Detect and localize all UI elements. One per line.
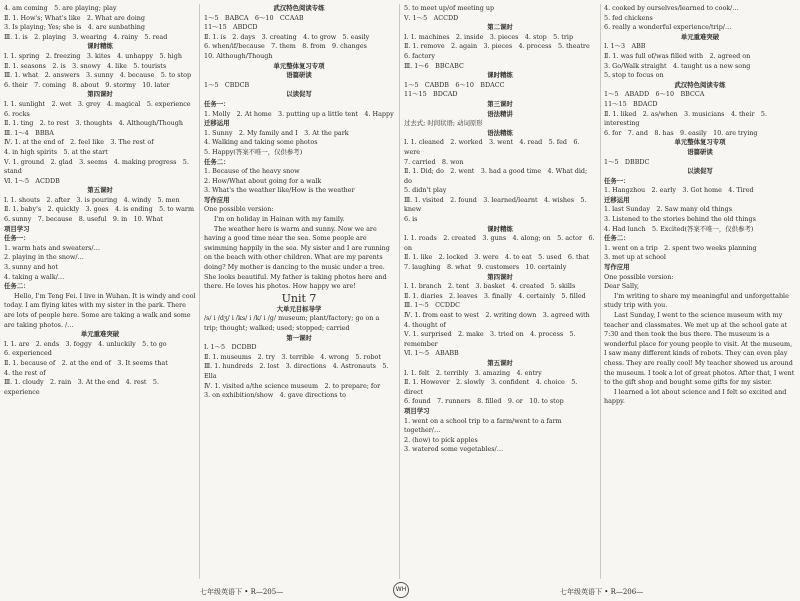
answer-line: 1. Hangzhou 2. early 3. Got home 4. Tired — [604, 186, 754, 195]
answer-line: 2. How/What about going for a walk — [204, 176, 322, 185]
answer-line: 5. to meet up/of meeting up — [404, 4, 495, 12]
subsection-heading: 语篇研读 — [687, 147, 713, 156]
subsection-heading: 语法精讲 — [487, 109, 513, 118]
answer-line: Ⅳ. 1. visited a/the science museum 2. to prepare; for — [204, 381, 381, 390]
answer-line: Ⅰ. 1. sunlight 2. wet 3. grey 4. magical 5. experience — [4, 99, 191, 108]
answer-line: 1. Sunny 2. My family and I 3. At the park — [204, 128, 349, 137]
answer-line: Ⅲ. 1. visited 2. found 3. learned/learnt 4. wishes 5. knew — [404, 195, 587, 214]
answer-line: 3. Is playing; Yes; she is 4. are sunbathing — [4, 23, 145, 32]
answer-line: 3. sunny and hot — [4, 263, 58, 272]
subsection-heading: 以读促写 — [286, 90, 312, 99]
answer-line: Ⅲ. 1. hundreds 2. lost 3. directions 4. Astronauts 5. Ella — [204, 362, 389, 380]
answer-line: 3. Go/Walk straight 4. taught us a new song — [604, 61, 751, 70]
subsection-heading: 以读促写 — [687, 167, 713, 176]
section-heading: 第五课时 — [87, 186, 113, 195]
answer-line: 1～5 ABADD 6～10 BBCCA — [604, 90, 705, 99]
answer-line: Ⅲ. 1. cloudy 2. rain 3. At the end 4. rest 5. experience — [4, 378, 159, 396]
answer-line: 1. Because of the heavy snow — [204, 167, 300, 176]
section-heading: 第五课时 — [487, 358, 513, 367]
answer-line: Ⅲ. 1. what 2. answers 3. sunny 4. because 5. to stop — [4, 71, 192, 80]
answer-line: 1. Molly 2. At home 3. putting up a little tent 4. Happy — [204, 109, 394, 118]
answer-line: 1～5 CBDCB — [204, 80, 250, 89]
unit-title: Unit 7 — [281, 291, 317, 305]
section-heading: 第四课时 — [487, 272, 513, 281]
answer-line: 5. didn't play — [404, 186, 447, 195]
answer-line: Ⅱ. 1. like 2. locked 3. were 4. to eat 5. used 6. that — [404, 253, 590, 262]
answer-line: 10. Although/Though — [204, 51, 273, 60]
essay-paragraph: I'm writing to share my meaningful and unforgettable study trip with you. — [604, 291, 789, 310]
answer-line: Ⅰ. 1～3 ABB — [604, 42, 646, 51]
answer-line: 11～15 BDCAD — [404, 90, 458, 99]
column-divider — [600, 4, 601, 579]
answer-line: Ⅲ. 1～4 BBBA — [4, 128, 54, 137]
answer-line: 7. carried 8. won — [404, 157, 464, 166]
section-heading: 单元整体复习专项 — [674, 138, 726, 147]
task-label: 写作应用 — [204, 195, 230, 204]
page-footer-right: 七年级英语下 • R—206— — [560, 588, 644, 596]
column-divider — [199, 4, 200, 579]
answer-line: Ⅰ. 1. machines 2. inside 3. pieces 4. stop 5. trip — [404, 32, 574, 41]
answer-line: 4. am coming 5. are playing; play — [4, 4, 117, 12]
answer-line: Ⅲ. 1～5 CCDDC — [404, 301, 461, 310]
answer-line: Ⅳ. 1. from east to west 2. writing down 3. agreed with — [404, 311, 590, 319]
answer-line: Ⅲ. 1～6 BBCABC — [404, 61, 464, 70]
answer-line: Ⅵ. 1～5 ACDDB — [4, 176, 60, 185]
answer-line: 1. went on a school trip to a farm/went to a farm together/… — [404, 416, 562, 435]
answer-line: Ⅱ. 1. because of 2. at the end of 3. It seems that — [4, 358, 168, 367]
answer-line: Ⅱ. 1. Did; do 2. went 3. had a good time 4. What did; do — [404, 167, 588, 185]
task-label: 项目学习 — [404, 406, 430, 415]
page-footer-left: 七年级英语下 • R—205— — [200, 588, 284, 596]
answer-line: Ⅴ. 1. surprised 2. make 3. tried on 4. process 5. remember — [404, 330, 576, 348]
answer-line: Ⅳ. 1. at the end of 2. feel like 3. The rest of — [4, 138, 154, 147]
column-2 — [204, 4, 394, 579]
section-heading: 单元重难突破 — [680, 32, 720, 41]
answer-line: 4. thought of — [404, 320, 446, 329]
answer-line: One possible version: — [604, 272, 674, 281]
answer-line: 6. rocks — [4, 109, 30, 118]
answer-line: 11～15 ABDCD — [204, 23, 258, 32]
answer-line: 6. experienced — [4, 349, 52, 358]
subsection-heading: 课时精练 — [487, 71, 513, 80]
answer-line: 6. really a wonderful experience/trip/… — [604, 23, 732, 32]
answer-line: Ⅰ. 1～5 DCDBD — [204, 343, 257, 352]
answer-line: /s/ i /dʒ/ i /ks/ i /k/ i /g/ museum; plant/factory; go on a trip; thought; walked; used; stopped; carried — [204, 314, 380, 332]
answer-line: 3. What's the weather like/How is the weather — [204, 186, 355, 195]
answer-line: Ⅱ. 1. However 2. slowly 3. confident 4. choice 5. direct — [404, 378, 578, 396]
answer-line: 1. went on a trip 2. spent two weeks planning — [604, 243, 757, 252]
task-label: 项目学习 — [4, 224, 30, 233]
answer-line: 1～5 DBBDC — [604, 157, 650, 166]
section-heading: 武汉特色阅读专练 — [273, 4, 325, 12]
column-3 — [404, 4, 596, 579]
answer-line: Ⅰ. 1. cleaned 2. worked 3. went 4. read 5. fed 6. were — [404, 138, 580, 156]
essay-paragraph: Last Sunday, I went to the science museum with my teacher and classmates. We met up at the school gate at 7:30 and then took the bus there. The museum is a wonderful place for young people to visit. At the museum, I saw many different kinds of robots. They can even play chess. They are really cool! My teacher showed us around the museum. I took a lot of great photos. After that, I went to the gift shop and bought some gifts for my sister. — [604, 311, 795, 387]
section-heading: 单元重难突破 — [80, 330, 120, 339]
subsection-heading: 语法精练 — [487, 128, 513, 137]
answer-line: Dear Sally, — [604, 282, 639, 291]
answer-line: Ⅰ. 1. branch 2. tent 3. basket 4. created 5. skills — [404, 282, 576, 291]
answer-line: 1～5 CABDB 6～10 BDACC — [404, 80, 505, 89]
subsection-heading: 语篇研读 — [286, 71, 312, 80]
answer-line: 2. (how) to pick apples — [404, 435, 478, 444]
answer-line: Ⅵ. 1～5 ABABB — [404, 349, 459, 358]
answer-line: 6. for 7. and 8. has 9. easily 10. are trying — [604, 128, 758, 137]
essay-paragraph: I'm on holiday in Hainan with my family. — [214, 215, 345, 224]
answer-line: 5. stop to focus on — [604, 71, 664, 80]
answer-line: Ⅱ. 1. museums 2. try 3. terrible 4. wrong 5. robot — [204, 352, 381, 361]
task-label: 任务一： — [204, 99, 230, 108]
answer-line: Ⅱ. 1. How's; What's like 2. What are doing — [4, 13, 145, 22]
answer-line: 4. in high spirits 5. at the start — [4, 147, 108, 156]
task-label: 写作应用 — [604, 263, 630, 272]
answer-line: Ⅱ. 1. was full of/was filled with 2. agreed on — [604, 51, 751, 60]
section-heading: 武汉特色阅读专练 — [674, 80, 726, 89]
answer-line: 1～5 BABCA 6～10 CCAAB — [204, 13, 304, 22]
answer-line: Ⅱ. 1. diaries 2. leaves 3. finally 4. certainly 5. filled — [404, 291, 586, 300]
essay-paragraph: Hello, I'm Teng Fei. I live in Wuhan. It is windy and cool today. I am flying kites with my sister in the park. There are lots of people here. Some are taking a walk and some are taking photos. /… — [4, 291, 196, 329]
answer-line: Ⅴ. 1. ground 2. glad 3. seems 4. making progress 5. stand — [4, 157, 189, 176]
answer-line: Ⅰ. 1. are 2. ends 3. foggy 4. unluckily 5. to go — [4, 339, 167, 348]
task-label: 任务二： — [204, 157, 230, 166]
answer-line: 3. Listened to the stories behind the old things — [604, 215, 756, 224]
answer-line: 4. taking a walk/… — [4, 272, 65, 281]
answer-line: Ⅱ. 1. baby's 2. quickly 3. goes 4. is ending 5. to warm — [4, 205, 195, 214]
column-1 — [4, 4, 196, 579]
answer-line: 4. Had lunch 5. Excited(答案不唯一，仅供参考) — [604, 224, 754, 233]
subsection-heading: 课时精练 — [487, 224, 513, 233]
answer-line: Ⅱ. 1. ting 2. to rest 3. thoughts 4. Although/Though — [4, 119, 183, 128]
task-label: 任务一： — [4, 234, 30, 243]
answer-line: Ⅰ. 1. roads 2. created 3. guns 4. along; on 5. actor 6. on — [404, 234, 595, 252]
task-label: 任务一： — [604, 176, 630, 185]
publisher-logo-icon: WH — [393, 582, 409, 598]
task-label: 任务二： — [4, 282, 30, 291]
answer-line: Ⅲ. 1. is 2. playing 3. wearing 4. rainy 5. read — [4, 32, 168, 41]
answer-line: 5. fed chickens — [604, 13, 653, 22]
essay-paragraph: I learned a lot about science and I felt so excited and happy. — [604, 387, 787, 406]
answer-line: 3. watered some vegetables/… — [404, 445, 504, 454]
answer-line: 3. met up at school — [604, 253, 666, 262]
answer-line: Ⅰ. 1. spring 2. freezing 3. kites 4. unhappy 5. high — [4, 51, 182, 60]
answer-line: 4. cooked by ourselves/learned to cook/… — [604, 4, 739, 12]
answer-line: 4. Walking and taking some photos — [204, 138, 318, 147]
answer-line: Ⅰ. 1. felt 2. terribly 3. amazing 4. entry — [404, 368, 542, 377]
answer-line: 4. the rest of — [4, 368, 46, 377]
answer-line: 6. is — [404, 215, 418, 224]
answer-line: 6. found 7. runners 8. filled 9. or 10. to stop — [404, 397, 564, 406]
answer-line: Ⅱ. 1. seasons 2. is 3. snowy 4. like 5. tourists — [4, 61, 167, 70]
answer-line: 1. warm hats and sweaters/… — [4, 243, 100, 252]
subsection-heading: 课时精练 — [87, 42, 113, 51]
answer-line: 6. factory — [404, 51, 435, 60]
task-label: 迁移运用 — [204, 119, 230, 128]
section-heading: 第二课时 — [487, 23, 513, 32]
answer-line: 3. on exhibition/show 4. gave directions to — [204, 391, 346, 400]
answer-line: Ⅰ. 1. shouts 2. after 3. is pouring 4. windy 5. men — [4, 195, 180, 204]
section-heading: 第三课时 — [487, 99, 513, 108]
answer-line: 7. laughing 8. what 9. customers 10. certainly — [404, 263, 567, 272]
column-4 — [604, 4, 796, 579]
answer-line: Ⅱ. 1. remove 2. again 3. pieces 4. process 5. theatre — [404, 42, 590, 51]
answer-line: 6. when/if/because 7. them 8. from 9. changes — [204, 42, 367, 51]
section-heading: 第四课时 — [87, 90, 113, 99]
answer-line: 6. their 7. coming 8. about 9. stormy 10. later — [4, 80, 170, 89]
answer-line: Ⅱ. 1. is 2. days 3. creating 4. to grow 5. easily — [204, 32, 370, 41]
task-label: 任务二： — [604, 234, 630, 243]
answer-line: 过去式; 时间状语; 动词原形 — [404, 119, 483, 128]
answer-line: 2. playing in the snow/… — [4, 253, 84, 262]
answer-line: 5. Happy(答案不唯一，仅供参考) — [204, 147, 303, 156]
section-heading: 单元整体复习专项 — [273, 61, 325, 70]
answer-line: Ⅴ. 1～5 ACCDD — [404, 13, 459, 22]
answer-line: Ⅱ. 1. liked 2. as/when 3. musicians 4. their 5. interesting — [604, 109, 768, 128]
section-heading: 第一课时 — [286, 333, 312, 342]
section-heading: 大单元目标导学 — [276, 304, 322, 313]
essay-paragraph: The weather here is warm and sunny. Now we are having a good time near the sea. Some people are swimming happily in the sea. My sister and I are running on the beach with other children. What are my parents doing? My mother is dancing to the music under a tree. She looks beautiful. My father is taking photos here and there. He loves his photos. How happy we are! — [204, 224, 390, 291]
column-divider — [399, 4, 400, 579]
answer-line: One possible version: — [204, 205, 274, 214]
answer-line: 1. last Sunday 2. Saw many old things — [604, 205, 733, 214]
task-label: 迁移运用 — [604, 195, 630, 204]
answer-line: 6. sunny 7. because 8. useful 9. in 10. What — [4, 215, 163, 224]
answer-line: 11～15 BDACD — [604, 99, 658, 108]
